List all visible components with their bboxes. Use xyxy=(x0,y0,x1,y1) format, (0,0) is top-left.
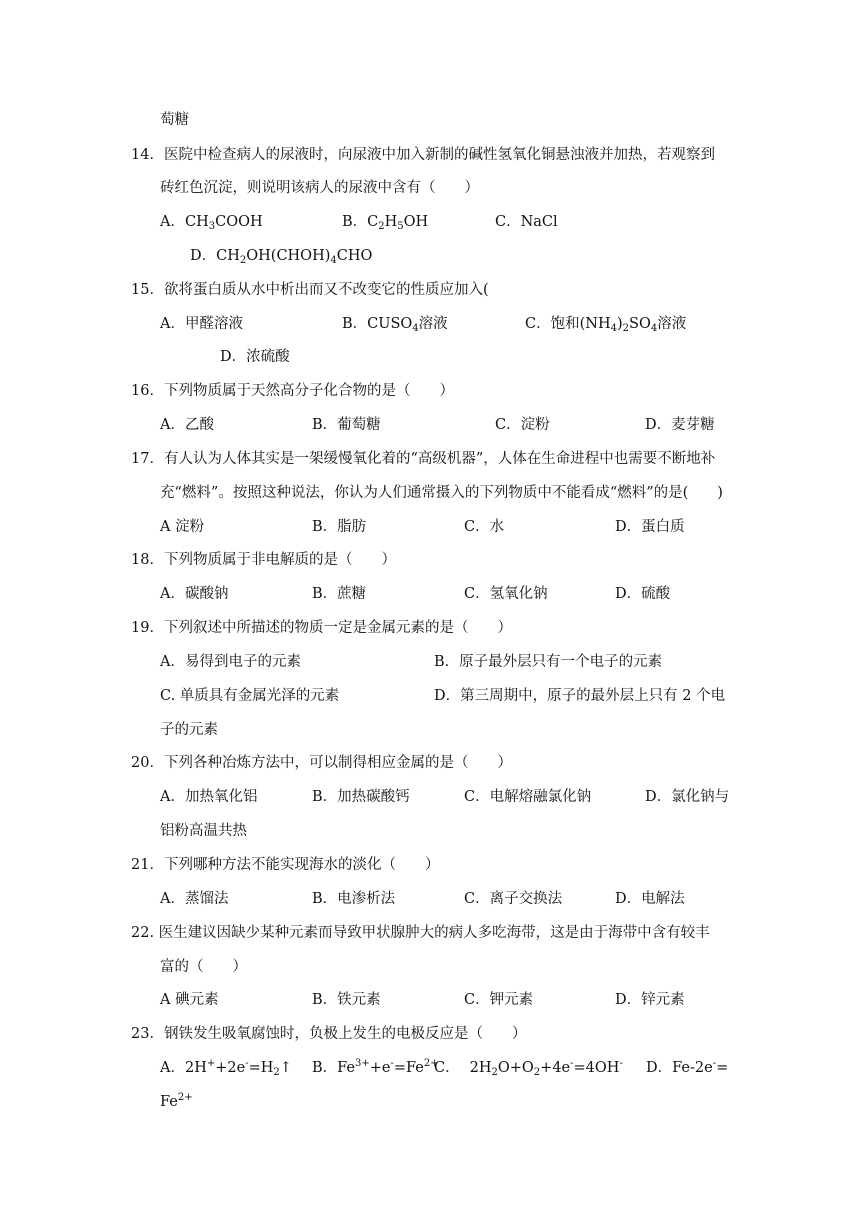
question-stem: 16．下列物质属于天然高分子化合物的是（ ） xyxy=(131,383,454,399)
option-c: C．淀粉 xyxy=(495,417,550,433)
option-b: B．原子最外层只有一个电子的元素 xyxy=(434,654,663,670)
question-stem: 21．下列哪种方法不能实现海水的淡化（ ） xyxy=(131,857,440,873)
option-a: A 碘元素 xyxy=(160,992,219,1008)
option-a: A 淀粉 xyxy=(160,519,205,535)
option-c: C．电解熔融氯化钠 xyxy=(464,789,592,805)
option-d-cont: $Fe^{2+}$ xyxy=(160,1092,193,1110)
question-stem: 22. 医生建议因缺少某种元素而导致甲状腺肿大的病人多吃海带，这是由于海带中含有较丰 xyxy=(131,925,710,941)
question-stem: 19．下列叙述中所描述的物质一定是金属元素的是（ ） xyxy=(131,620,512,636)
option-b: B．$Fe^{3+}+e^-=Fe^{2+}$ xyxy=(312,1058,439,1076)
option-d-cont: 铝粉高温共热 xyxy=(160,823,247,839)
option-a: A．乙酸 xyxy=(160,417,214,433)
option-d: D．硫酸 xyxy=(615,586,671,602)
option-b: B．铁元素 xyxy=(312,992,381,1008)
option-b: B．蔗糖 xyxy=(312,586,367,602)
option-c: C．水 xyxy=(464,519,505,535)
option-d: D．Fe-2e-= xyxy=(646,1058,729,1076)
option-b: B．脂肪 xyxy=(312,519,367,535)
option-d: D．电解法 xyxy=(615,891,685,907)
option-a: A．甲醛溶液 xyxy=(160,316,243,332)
question-stem: 20．下列各种冶炼方法中，可以制得相应金属的是（ ） xyxy=(131,755,512,771)
question-stem: 18．下列物质属于非电解质的是（ ） xyxy=(131,552,396,568)
option-b: B．电渗析法 xyxy=(312,891,396,907)
option-d: D．锌元素 xyxy=(615,992,685,1008)
option-c: C．氢氧化钠 xyxy=(464,586,548,602)
option-d: D．蛋白质 xyxy=(615,519,685,535)
question-stem: 23．钢铁发生吸氧腐蚀时，负极上发生的电极反应是（ ） xyxy=(131,1026,527,1042)
option-d: D．氯化钠与 xyxy=(645,789,730,805)
option-c: C．NaCl xyxy=(495,214,558,230)
carryover-text: 萄糖 xyxy=(160,112,189,128)
option-a: A．蒸馏法 xyxy=(160,891,229,907)
option-c: C．饱和$(NH_4)_2SO_4$溶液 xyxy=(525,316,687,334)
question-stem: 15．欲将蛋白质从水中析出而又不改变它的性质应加入( xyxy=(131,282,489,298)
option-a: A．易得到电子的元素 xyxy=(160,654,301,670)
question-stem: 17．有人认为人体其实是一架缓慢氧化着的“高级机器”，人体在生命进程中也需要不断地补 xyxy=(131,451,716,467)
option-a: A．加热氧化铝 xyxy=(160,789,258,805)
option-b: B．$CUSO_4$溶液 xyxy=(342,316,448,334)
option-a: A．$2H^++2e^-=H_2↑$ xyxy=(160,1058,292,1078)
question-stem-cont: 富的（ ） xyxy=(160,959,247,975)
option-b: B．$C_2H_5OH$ xyxy=(342,214,429,232)
option-d: D．麦芽糖 xyxy=(645,417,715,433)
option-b: B．加热碳酸钙 xyxy=(312,789,410,805)
option-c: C. 单质具有金属光泽的元素 xyxy=(160,688,340,704)
option-d-cont: 子的元素 xyxy=(160,722,218,738)
option-a: A．碳酸钠 xyxy=(160,586,229,602)
question-stem-cont: 砖红色沉淀，则说明该病人的尿液中含有（ ） xyxy=(160,180,479,196)
option-c: C．离子交换法 xyxy=(464,891,563,907)
question-stem-cont: 充“燃料”。按照这种说法，你认为人们通常摄入的下列物质中不能看成“燃料”的是( ) xyxy=(160,485,723,501)
option-c: C．钾元素 xyxy=(464,992,534,1008)
option-d: D．浓硫酸 xyxy=(220,349,290,365)
question-stem: 14．医院中检查病人的尿液时，向尿液中加入新制的碱性氢氧化铜悬浊液并加热，若观察到 xyxy=(131,147,715,163)
option-c: C． $2H_2O+O_2+4e^-=4OH^-$ xyxy=(434,1058,623,1078)
option-d: D．$CH_2OH(CHOH)_4CHO$ xyxy=(190,248,373,266)
option-a: A．$CH_3COOH$ xyxy=(160,214,263,232)
option-b: B．葡萄糖 xyxy=(312,417,381,433)
option-d: D．第三周期中，原子的最外层上只有 2 个电 xyxy=(434,688,726,704)
